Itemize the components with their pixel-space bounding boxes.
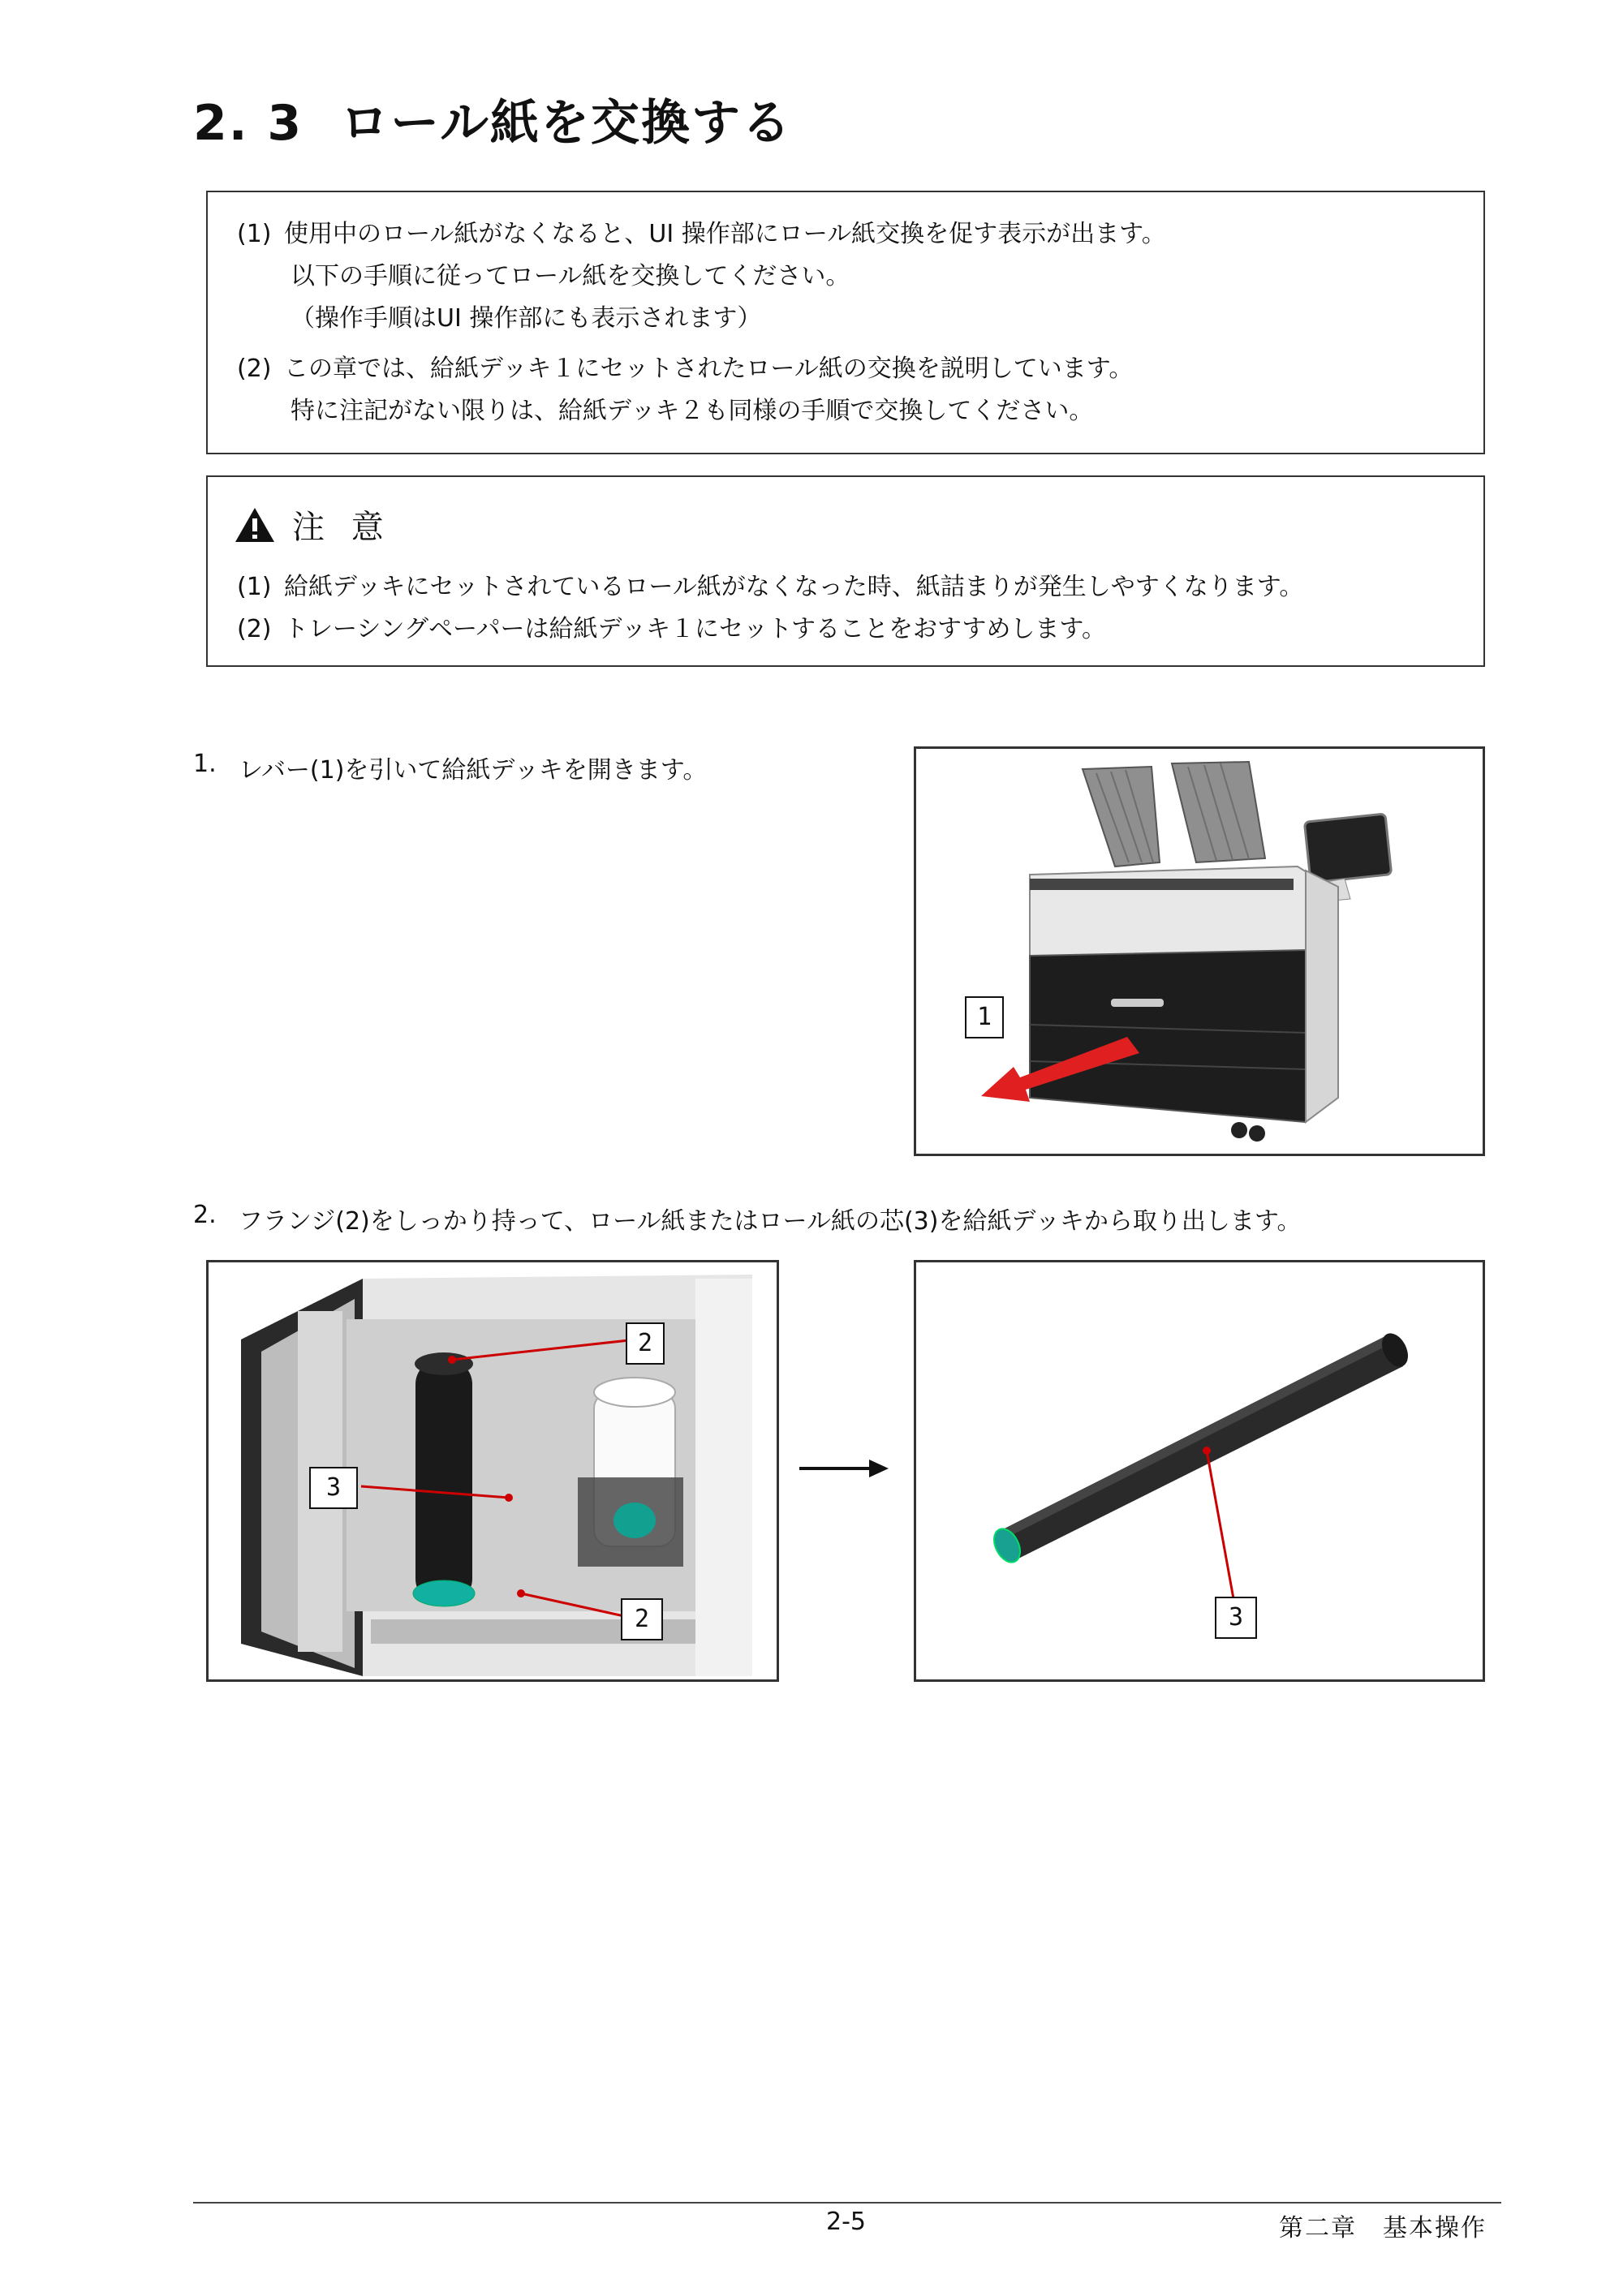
note-1-number: (1) bbox=[237, 220, 272, 248]
section-title bbox=[193, 84, 792, 154]
step-1-number: 1. bbox=[193, 750, 217, 778]
roll-core-illustration bbox=[916, 1262, 1484, 1681]
note-1-line-1: 使用中のロール紙がなくなると、UI 操作部にロール紙交換を促す表示が出ます。 bbox=[284, 220, 1166, 248]
warning-triangle-icon bbox=[234, 506, 276, 544]
note-2-number: (2) bbox=[237, 355, 272, 383]
notes-box bbox=[206, 191, 1485, 454]
callout-core-3: 3 bbox=[1215, 1597, 1257, 1639]
note-1-line-2: 以下の手順に従ってロール紙を交換してください。 bbox=[291, 262, 850, 290]
callout-flange-bottom-2: 2 bbox=[621, 1598, 663, 1640]
caution-heading-text: 注 意 bbox=[292, 509, 392, 546]
step-2-text: フランジ(2)をしっかり持って、ロール紙またはロール紙の芯(3)を給紙デッキから取り出します。 bbox=[239, 1207, 1302, 1236]
plotter-illustration bbox=[916, 749, 1484, 1155]
callout-core-3: 3 bbox=[309, 1467, 358, 1509]
caution-box bbox=[206, 475, 1485, 667]
callout-lever-1: 1 bbox=[965, 996, 1004, 1038]
right-arrow-icon bbox=[799, 1456, 889, 1481]
caution-2-text: トレーシングペーパーは給紙デッキ１にセットすることをおすすめします。 bbox=[284, 615, 1106, 643]
caution-heading bbox=[234, 501, 392, 548]
note-2-line-2: 特に注記がない限りは、給紙デッキ２も同様の手順で交換してください。 bbox=[291, 397, 1094, 425]
note-1-line-3: （操作手順はUI 操作部にも表示されます） bbox=[291, 304, 762, 333]
note-2-line-1: この章では、給紙デッキ１にセットされたロール紙の交換を説明しています。 bbox=[284, 355, 1134, 383]
caution-1-text: 給紙デッキにセットされているロール紙がなくなった時、紙詰まりが発生しやすくなります。 bbox=[284, 573, 1304, 601]
deck-interior-illustration bbox=[209, 1262, 778, 1681]
figure-open-deck bbox=[914, 746, 1485, 1156]
page-number: 2-5 bbox=[826, 2208, 866, 2236]
figure-roll-core bbox=[914, 1260, 1485, 1682]
caution-2-number: (2) bbox=[237, 615, 272, 643]
step-2-number: 2. bbox=[193, 1201, 217, 1229]
section-title-text: ロール紙を交換する bbox=[340, 95, 792, 152]
figure-deck-interior bbox=[206, 1260, 779, 1682]
chapter-label: 第二章 基本操作 bbox=[1279, 2214, 1487, 2242]
footer-rule bbox=[193, 2202, 1501, 2204]
callout-flange-top-2: 2 bbox=[626, 1322, 665, 1365]
caution-1-number: (1) bbox=[237, 573, 272, 601]
step-1-text: レバー(1)を引いて給紙デッキを開きます。 bbox=[239, 756, 708, 785]
section-number: 2. 3 bbox=[193, 95, 304, 152]
